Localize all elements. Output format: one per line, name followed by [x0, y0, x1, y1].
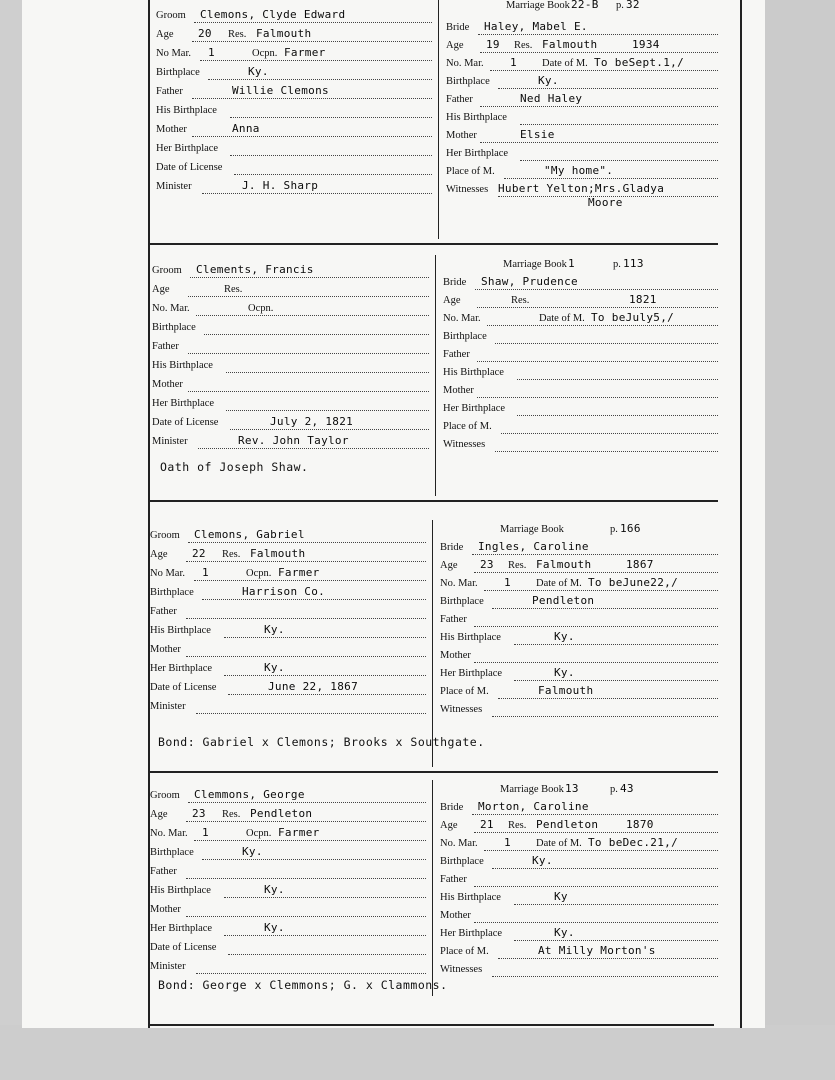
groom-age-dotted-line	[192, 41, 432, 42]
record-separator	[148, 771, 718, 773]
groom-father-label: Father	[156, 86, 183, 97]
minister-label: Minister	[152, 436, 188, 447]
bride-birthplace-dotted-line	[498, 88, 718, 89]
bride-label: Bride	[443, 277, 467, 288]
groom-ocpn-value: Farmer	[278, 566, 320, 579]
date-of-license-dotted-line	[234, 174, 432, 175]
groom-age-dotted-line	[186, 561, 426, 562]
date-of-m-label: Date of M.	[542, 58, 588, 69]
bride-no-mar-value: 1	[504, 576, 511, 589]
bride-res-label: Res.	[514, 40, 533, 51]
groom-her-birthplace-dotted-line	[226, 410, 429, 411]
groom-birthplace-value: Harrison Co.	[242, 585, 326, 598]
minister-value: J. H. Sharp	[242, 179, 319, 192]
bride-father-label: Father	[446, 94, 473, 105]
bride-age-label: Age	[443, 295, 461, 306]
bride-father-value: Ned Haley	[520, 92, 583, 105]
groom-value: Clemons, Gabriel	[194, 528, 305, 541]
place-of-m-dotted-line	[498, 698, 718, 699]
witnesses-value: Hubert Yelton;Mrs.Gladya	[498, 182, 665, 195]
groom-no-mar-label: No Mar.	[150, 568, 185, 579]
bride-age-label: Age	[440, 820, 458, 831]
groom-res-label: Res.	[222, 549, 241, 560]
groom-birthplace-label: Birthplace	[150, 847, 194, 858]
groom-birthplace-value: Ky.	[242, 845, 263, 858]
bride-dotted-line	[472, 554, 718, 555]
bride-label: Bride	[446, 22, 470, 33]
place-of-m-dotted-line	[501, 433, 718, 434]
bride-her-birthplace-dotted-line	[520, 160, 718, 161]
bride-mother-dotted-line	[474, 922, 718, 923]
groom-birthplace-dotted-line	[202, 599, 426, 600]
bride-her-birthplace-label: Her Birthplace	[443, 403, 506, 414]
bride-his-birthplace-dotted-line	[514, 904, 718, 905]
record-separator	[148, 243, 718, 245]
date-of-m-value: To beDec.21,/	[588, 836, 678, 849]
date-of-license-label: Date of License	[150, 682, 217, 693]
record-note: Oath of Joseph Shaw.	[160, 460, 309, 474]
marriage-book-value: 22-B	[571, 0, 599, 11]
groom-birthplace-value: Ky.	[248, 65, 269, 78]
column-divider	[435, 255, 436, 496]
page-label: p.	[610, 524, 618, 535]
bride-mother-dotted-line	[474, 662, 718, 663]
groom-dotted-line	[188, 802, 426, 803]
bride-res-label: Res.	[511, 295, 530, 306]
page-value: 166	[620, 522, 641, 535]
bride-mother-label: Mother	[440, 650, 471, 661]
bride-her-birthplace-value: Ky.	[554, 926, 575, 939]
record-note: Bond: George x Clemmons; G. x Clammons.	[158, 978, 448, 992]
groom-no-mar-dotted-line	[196, 315, 429, 316]
bride-mother-value: Elsie	[520, 128, 555, 141]
groom-ocpn-value: Farmer	[284, 46, 326, 59]
marriage-book-label: Marriage Book	[506, 0, 570, 11]
groom-her-birthplace-dotted-line	[224, 675, 426, 676]
bride-father-label: Father	[440, 874, 467, 885]
date-of-license-dotted-line	[228, 954, 426, 955]
bride-dotted-line	[475, 289, 718, 290]
bride-age-value: 21	[480, 818, 494, 831]
bride-his-birthplace-label: His Birthplace	[446, 112, 507, 123]
groom-father-label: Father	[152, 341, 179, 352]
groom-no-mar-value: 1	[202, 566, 209, 579]
groom-her-birthplace-dotted-line	[230, 155, 432, 156]
place-of-m-label: Place of M.	[440, 946, 489, 957]
bride-birthplace-value: Ky.	[532, 854, 553, 867]
bride-her-birthplace-label: Her Birthplace	[440, 928, 503, 939]
page-value: 32	[626, 0, 640, 11]
groom-age-label: Age	[156, 29, 174, 40]
groom-value: Clemmons, George	[194, 788, 305, 801]
witnesses-cont-value: Moore	[588, 196, 623, 209]
year-value: 1934	[632, 38, 660, 51]
bride-no-mar-dotted-line	[484, 850, 718, 851]
bride-age-dotted-line	[474, 572, 718, 573]
groom-dotted-line	[194, 22, 432, 23]
groom-age-value: 23	[192, 807, 206, 820]
column-divider	[432, 780, 433, 996]
date-of-license-value: July 2, 1821	[270, 415, 354, 428]
groom-age-dotted-line	[188, 296, 429, 297]
date-of-license-label: Date of License	[152, 417, 219, 428]
bride-father-dotted-line	[480, 106, 718, 107]
bride-his-birthplace-label: His Birthplace	[443, 367, 504, 378]
groom-father-dotted-line	[186, 878, 426, 879]
place-of-m-value: "My home".	[544, 164, 614, 177]
page-value: 113	[623, 257, 644, 270]
groom-mother-dotted-line	[186, 656, 426, 657]
groom-birthplace-label: Birthplace	[156, 67, 200, 78]
groom-no-mar-dotted-line	[200, 60, 432, 61]
groom-father-value: Willie Clemons	[232, 84, 329, 97]
marriage-book-value: 1	[568, 257, 575, 270]
bride-age-value: 19	[486, 38, 500, 51]
bride-his-birthplace-dotted-line	[514, 644, 718, 645]
groom-ocpn-label: Ocpn.	[246, 568, 272, 579]
bride-no-mar-label: No. Mar.	[440, 838, 478, 849]
groom-ocpn-label: Ocpn.	[246, 828, 272, 839]
groom-mother-dotted-line	[192, 136, 432, 137]
bride-birthplace-dotted-line	[492, 608, 718, 609]
bride-birthplace-dotted-line	[495, 343, 718, 344]
groom-res-value: Falmouth	[256, 27, 312, 40]
scan-edge-right	[765, 0, 835, 1080]
column-divider	[438, 0, 439, 239]
groom-res-label: Res.	[222, 809, 241, 820]
place-of-m-value: At Milly Morton's	[538, 944, 656, 957]
bride-label: Bride	[440, 542, 464, 553]
groom-label: Groom	[152, 265, 182, 276]
page-value: 43	[620, 782, 634, 795]
groom-his-birthplace-dotted-line	[230, 117, 432, 118]
groom-birthplace-dotted-line	[202, 859, 426, 860]
bride-mother-label: Mother	[440, 910, 471, 921]
year-value: 1870	[626, 818, 654, 831]
witnesses-label: Witnesses	[440, 964, 483, 975]
groom-age-label: Age	[150, 809, 168, 820]
groom-mother-dotted-line	[186, 916, 426, 917]
date-of-m-label: Date of M.	[536, 578, 582, 589]
groom-label: Groom	[150, 530, 180, 541]
bride-res-value: Pendleton	[536, 818, 599, 831]
groom-dotted-line	[188, 542, 426, 543]
bride-birthplace-value: Ky.	[538, 74, 559, 87]
bride-birthplace-dotted-line	[492, 868, 718, 869]
bride-his-birthplace-value: Ky.	[554, 630, 575, 643]
groom-mother-label: Mother	[150, 644, 181, 655]
bride-his-birthplace-label: His Birthplace	[440, 892, 501, 903]
bride-value: Haley, Mabel E.	[484, 20, 588, 33]
groom-dotted-line	[190, 277, 429, 278]
bride-dotted-line	[478, 34, 718, 35]
groom-her-birthplace-label: Her Birthplace	[150, 663, 213, 674]
bride-no-mar-dotted-line	[484, 590, 718, 591]
groom-res-value: Pendleton	[250, 807, 313, 820]
groom-her-birthplace-label: Her Birthplace	[156, 143, 219, 154]
marriage-book-value: 13	[565, 782, 579, 795]
bride-no-mar-label: No. Mar.	[440, 578, 478, 589]
witnesses-label: Witnesses	[446, 184, 489, 195]
year-value: 1867	[626, 558, 654, 571]
groom-father-label: Father	[150, 866, 177, 877]
bride-mother-dotted-line	[477, 397, 718, 398]
groom-age-label: Age	[152, 284, 170, 295]
witnesses-dotted-line	[492, 976, 718, 977]
bride-age-dotted-line	[474, 832, 718, 833]
date-of-license-value: June 22, 1867	[268, 680, 358, 693]
groom-his-birthplace-value: Ky.	[264, 623, 285, 636]
groom-his-birthplace-label: His Birthplace	[152, 360, 213, 371]
groom-no-mar-dotted-line	[194, 840, 426, 841]
bride-value: Morton, Caroline	[478, 800, 589, 813]
bride-mother-dotted-line	[480, 142, 718, 143]
groom-res-value: Falmouth	[250, 547, 306, 560]
date-of-license-label: Date of License	[150, 942, 217, 953]
minister-dotted-line	[202, 193, 432, 194]
date-of-m-value: To beJuly5,/	[591, 311, 675, 324]
column-divider	[432, 520, 433, 767]
minister-dotted-line	[196, 713, 426, 714]
bride-father-dotted-line	[474, 886, 718, 887]
bride-no-mar-label: No. Mar.	[446, 58, 484, 69]
record-separator	[148, 500, 718, 502]
date-of-m-label: Date of M.	[539, 313, 585, 324]
bride-father-dotted-line	[477, 361, 718, 362]
bride-no-mar-dotted-line	[490, 70, 718, 71]
groom-father-label: Father	[150, 606, 177, 617]
record-note: Bond: Gabriel x Clemons; Brooks x Southgate.	[158, 735, 485, 749]
bride-father-dotted-line	[474, 626, 718, 627]
bride-her-birthplace-dotted-line	[514, 680, 718, 681]
bride-res-label: Res.	[508, 560, 527, 571]
place-of-m-value: Falmouth	[538, 684, 594, 697]
groom-no-mar-label: No. Mar.	[152, 303, 190, 314]
groom-birthplace-dotted-line	[208, 79, 432, 80]
witnesses-dotted-line	[492, 716, 718, 717]
groom-his-birthplace-label: His Birthplace	[156, 105, 217, 116]
bride-no-mar-value: 1	[504, 836, 511, 849]
groom-her-birthplace-label: Her Birthplace	[152, 398, 215, 409]
bride-age-label: Age	[440, 560, 458, 571]
bride-her-birthplace-value: Ky.	[554, 666, 575, 679]
marriage-book-label: Marriage Book	[503, 259, 567, 270]
bride-birthplace-label: Birthplace	[446, 76, 490, 87]
place-of-m-label: Place of M.	[443, 421, 492, 432]
groom-ocpn-label: Ocpn.	[248, 303, 274, 314]
groom-age-value: 22	[192, 547, 206, 560]
groom-label: Groom	[150, 790, 180, 801]
groom-mother-label: Mother	[152, 379, 183, 390]
witnesses-dotted-line	[495, 451, 718, 452]
groom-birthplace-label: Birthplace	[152, 322, 196, 333]
place-of-m-label: Place of M.	[440, 686, 489, 697]
groom-no-mar-value: 1	[208, 46, 215, 59]
groom-no-mar-value: 1	[202, 826, 209, 839]
bride-age-value: 23	[480, 558, 494, 571]
minister-label: Minister	[150, 961, 186, 972]
page-label: p.	[610, 784, 618, 795]
date-of-license-label: Date of License	[156, 162, 223, 173]
bride-age-dotted-line	[480, 52, 718, 53]
bride-age-label: Age	[446, 40, 464, 51]
groom-birthplace-label: Birthplace	[150, 587, 194, 598]
bride-res-label: Res.	[508, 820, 527, 831]
minister-value: Rev. John Taylor	[238, 434, 349, 447]
bride-no-mar-value: 1	[510, 56, 517, 69]
bride-value: Shaw, Prudence	[481, 275, 578, 288]
bride-res-value: Falmouth	[542, 38, 598, 51]
bride-his-birthplace-value: Ky	[554, 890, 568, 903]
groom-no-mar-dotted-line	[194, 580, 426, 581]
right-margin-rule	[740, 0, 742, 1028]
marriage-book-label: Marriage Book	[500, 784, 564, 795]
page-label: p.	[613, 259, 621, 270]
scan-edge-bottom	[0, 1025, 835, 1080]
groom-res-label: Res.	[228, 29, 247, 40]
year-value: 1821	[629, 293, 657, 306]
minister-label: Minister	[150, 701, 186, 712]
groom-father-dotted-line	[188, 353, 429, 354]
groom-ocpn-label: Ocpn.	[252, 48, 278, 59]
minister-dotted-line	[198, 448, 429, 449]
groom-age-value: 20	[198, 27, 212, 40]
date-of-m-label: Date of M.	[536, 838, 582, 849]
date-of-m-value: To beSept.1,/	[594, 56, 684, 69]
bride-her-birthplace-dotted-line	[517, 415, 718, 416]
groom-his-birthplace-dotted-line	[224, 637, 426, 638]
place-of-m-label: Place of M.	[446, 166, 495, 177]
witnesses-label: Witnesses	[443, 439, 486, 450]
bride-no-mar-label: No. Mar.	[443, 313, 481, 324]
bride-his-birthplace-label: His Birthplace	[440, 632, 501, 643]
bride-value: Ingles, Caroline	[478, 540, 589, 553]
bride-her-birthplace-label: Her Birthplace	[440, 668, 503, 679]
groom-her-birthplace-label: Her Birthplace	[150, 923, 213, 934]
groom-his-birthplace-label: His Birthplace	[150, 625, 211, 636]
groom-her-birthplace-value: Ky.	[264, 661, 285, 674]
groom-mother-dotted-line	[188, 391, 429, 392]
date-of-license-dotted-line	[230, 429, 429, 430]
date-of-license-dotted-line	[228, 694, 426, 695]
groom-his-birthplace-value: Ky.	[264, 883, 285, 896]
groom-ocpn-value: Farmer	[278, 826, 320, 839]
groom-res-label: Res.	[224, 284, 243, 295]
bride-birthplace-value: Pendleton	[532, 594, 595, 607]
bride-birthplace-label: Birthplace	[440, 856, 484, 867]
bride-his-birthplace-dotted-line	[520, 124, 718, 125]
bride-age-dotted-line	[477, 307, 718, 308]
place-of-m-dotted-line	[504, 178, 718, 179]
bride-his-birthplace-dotted-line	[517, 379, 718, 380]
place-of-m-dotted-line	[498, 958, 718, 959]
groom-label: Groom	[156, 10, 186, 21]
bride-her-birthplace-label: Her Birthplace	[446, 148, 509, 159]
minister-label: Minister	[156, 181, 192, 192]
date-of-m-value: To beJune22,/	[588, 576, 678, 589]
groom-value: Clemons, Clyde Edward	[200, 8, 346, 21]
groom-his-birthplace-label: His Birthplace	[150, 885, 211, 896]
groom-value: Clements, Francis	[196, 263, 314, 276]
groom-mother-label: Mother	[156, 124, 187, 135]
groom-mother-label: Mother	[150, 904, 181, 915]
groom-no-mar-label: No. Mar.	[150, 828, 188, 839]
marriage-book-label: Marriage Book	[500, 524, 564, 535]
bride-label: Bride	[440, 802, 464, 813]
bride-birthplace-label: Birthplace	[443, 331, 487, 342]
groom-her-birthplace-dotted-line	[224, 935, 426, 936]
groom-her-birthplace-value: Ky.	[264, 921, 285, 934]
bride-no-mar-dotted-line	[487, 325, 718, 326]
groom-age-dotted-line	[186, 821, 426, 822]
bride-her-birthplace-dotted-line	[514, 940, 718, 941]
groom-his-birthplace-dotted-line	[224, 897, 426, 898]
bottom-rule	[148, 1024, 714, 1026]
bride-res-value: Falmouth	[536, 558, 592, 571]
groom-birthplace-dotted-line	[204, 334, 429, 335]
groom-father-dotted-line	[186, 618, 426, 619]
bride-mother-label: Mother	[443, 385, 474, 396]
page-label: p.	[616, 0, 624, 11]
groom-no-mar-label: No Mar.	[156, 48, 191, 59]
bride-father-label: Father	[443, 349, 470, 360]
minister-dotted-line	[196, 973, 426, 974]
groom-mother-value: Anna	[232, 122, 260, 135]
groom-father-dotted-line	[192, 98, 432, 99]
bride-birthplace-label: Birthplace	[440, 596, 484, 607]
witnesses-label: Witnesses	[440, 704, 483, 715]
bride-father-label: Father	[440, 614, 467, 625]
bride-dotted-line	[472, 814, 718, 815]
groom-age-label: Age	[150, 549, 168, 560]
bride-mother-label: Mother	[446, 130, 477, 141]
groom-his-birthplace-dotted-line	[226, 372, 429, 373]
scan-edge-left	[0, 0, 22, 1080]
